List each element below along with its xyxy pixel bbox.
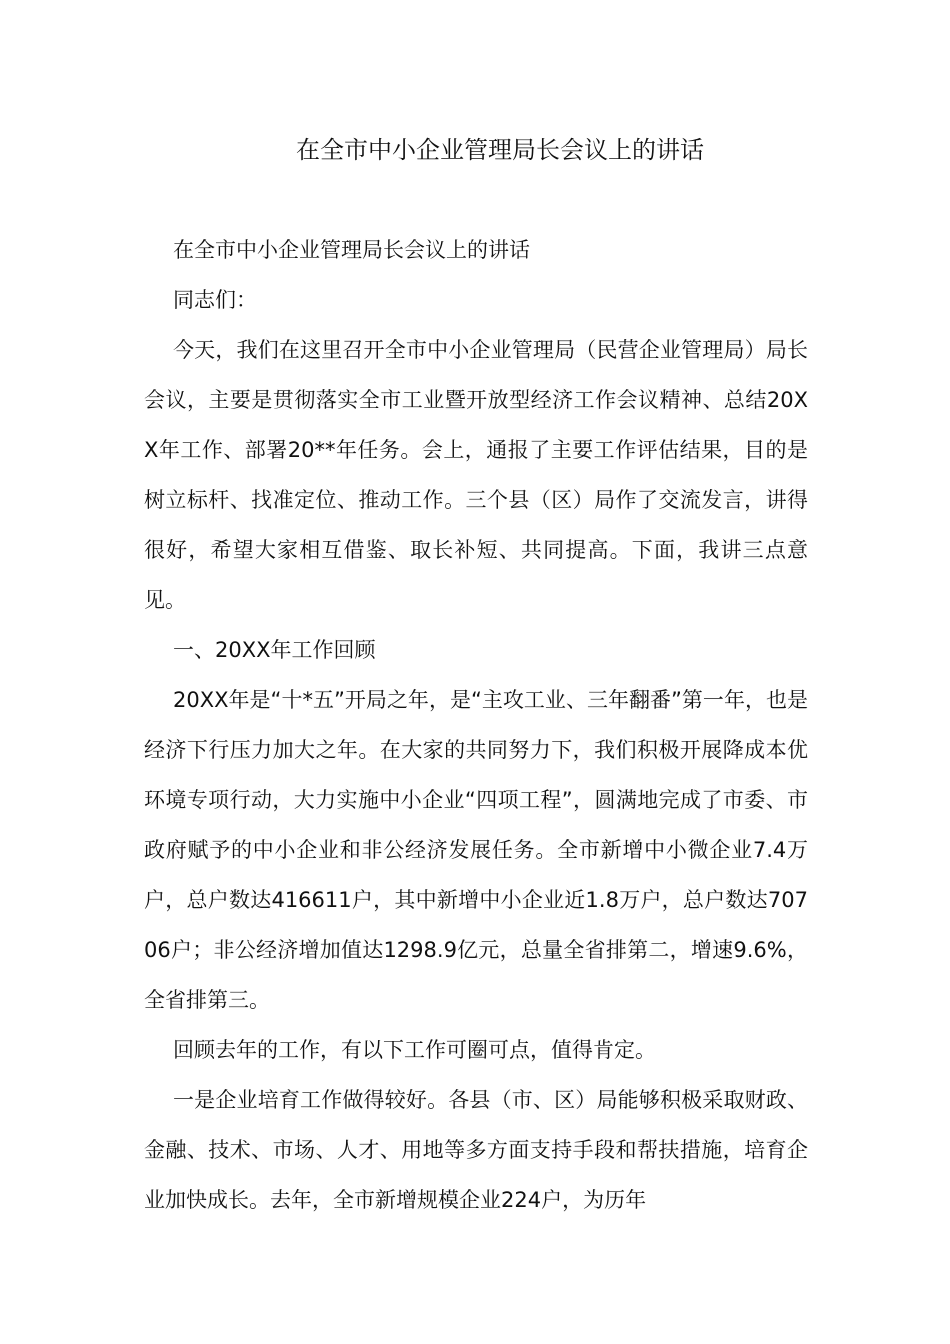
document-title: 在全市中小企业管理局长会议上的讲话	[296, 136, 704, 164]
document-body	[144, 225, 808, 1225]
paragraph-review-summary: 20XX年是“十*五”开局之年，是“主攻工业、三年翻番”第一年，也是经济下行压力加大之年。在大家的共同努力下，我们积极开展降成本优环境专项行动，大力实施中小企业“四项工程”，圆满地完成了市委、市政府赋予的中小企业和非公经济发展任务。全市新增中小微企业7.4万户，总户数达416611户，其中新增中小企业近1.8万户，总户数达70706户；非公经济增加值达1298.9亿元，总量全省排第二，增速9.6%，全省排第三。	[144, 688, 808, 1012]
paragraph-subtitle: 在全市中小企业管理局长会议上的讲话	[173, 238, 530, 262]
paragraph-enterprise-cultivation: 一是企业培育工作做得较好。各县（市、区）局能够积极采取财政、金融、技术、市场、人才、用地等多方面支持手段和帮扶措施，培育企业加快成长。去年，全市新增规模企业224户，为历年	[144, 1088, 808, 1212]
paragraph-salutation: 同志们：	[173, 288, 257, 312]
section-heading-review: 一、20XX年工作回顾	[173, 638, 376, 662]
paragraph-intro: 今天，我们在这里召开全市中小企业管理局（民营企业管理局）局长会议，主要是贯彻落实全市工业暨开放型经济工作会议精神、总结20XX年工作、部署20**年任务。会上，通报了主要工作评估结果，目的是树立标杆、找准定位、推动工作。三个县（区）局作了交流发言，讲得很好，希望大家相互借鉴、取长补短、共同提高。下面，我讲三点意见。	[144, 338, 808, 612]
paragraph-review-highlights: 回顾去年的工作，有以下工作可圈可点，值得肯定。	[173, 1038, 656, 1062]
